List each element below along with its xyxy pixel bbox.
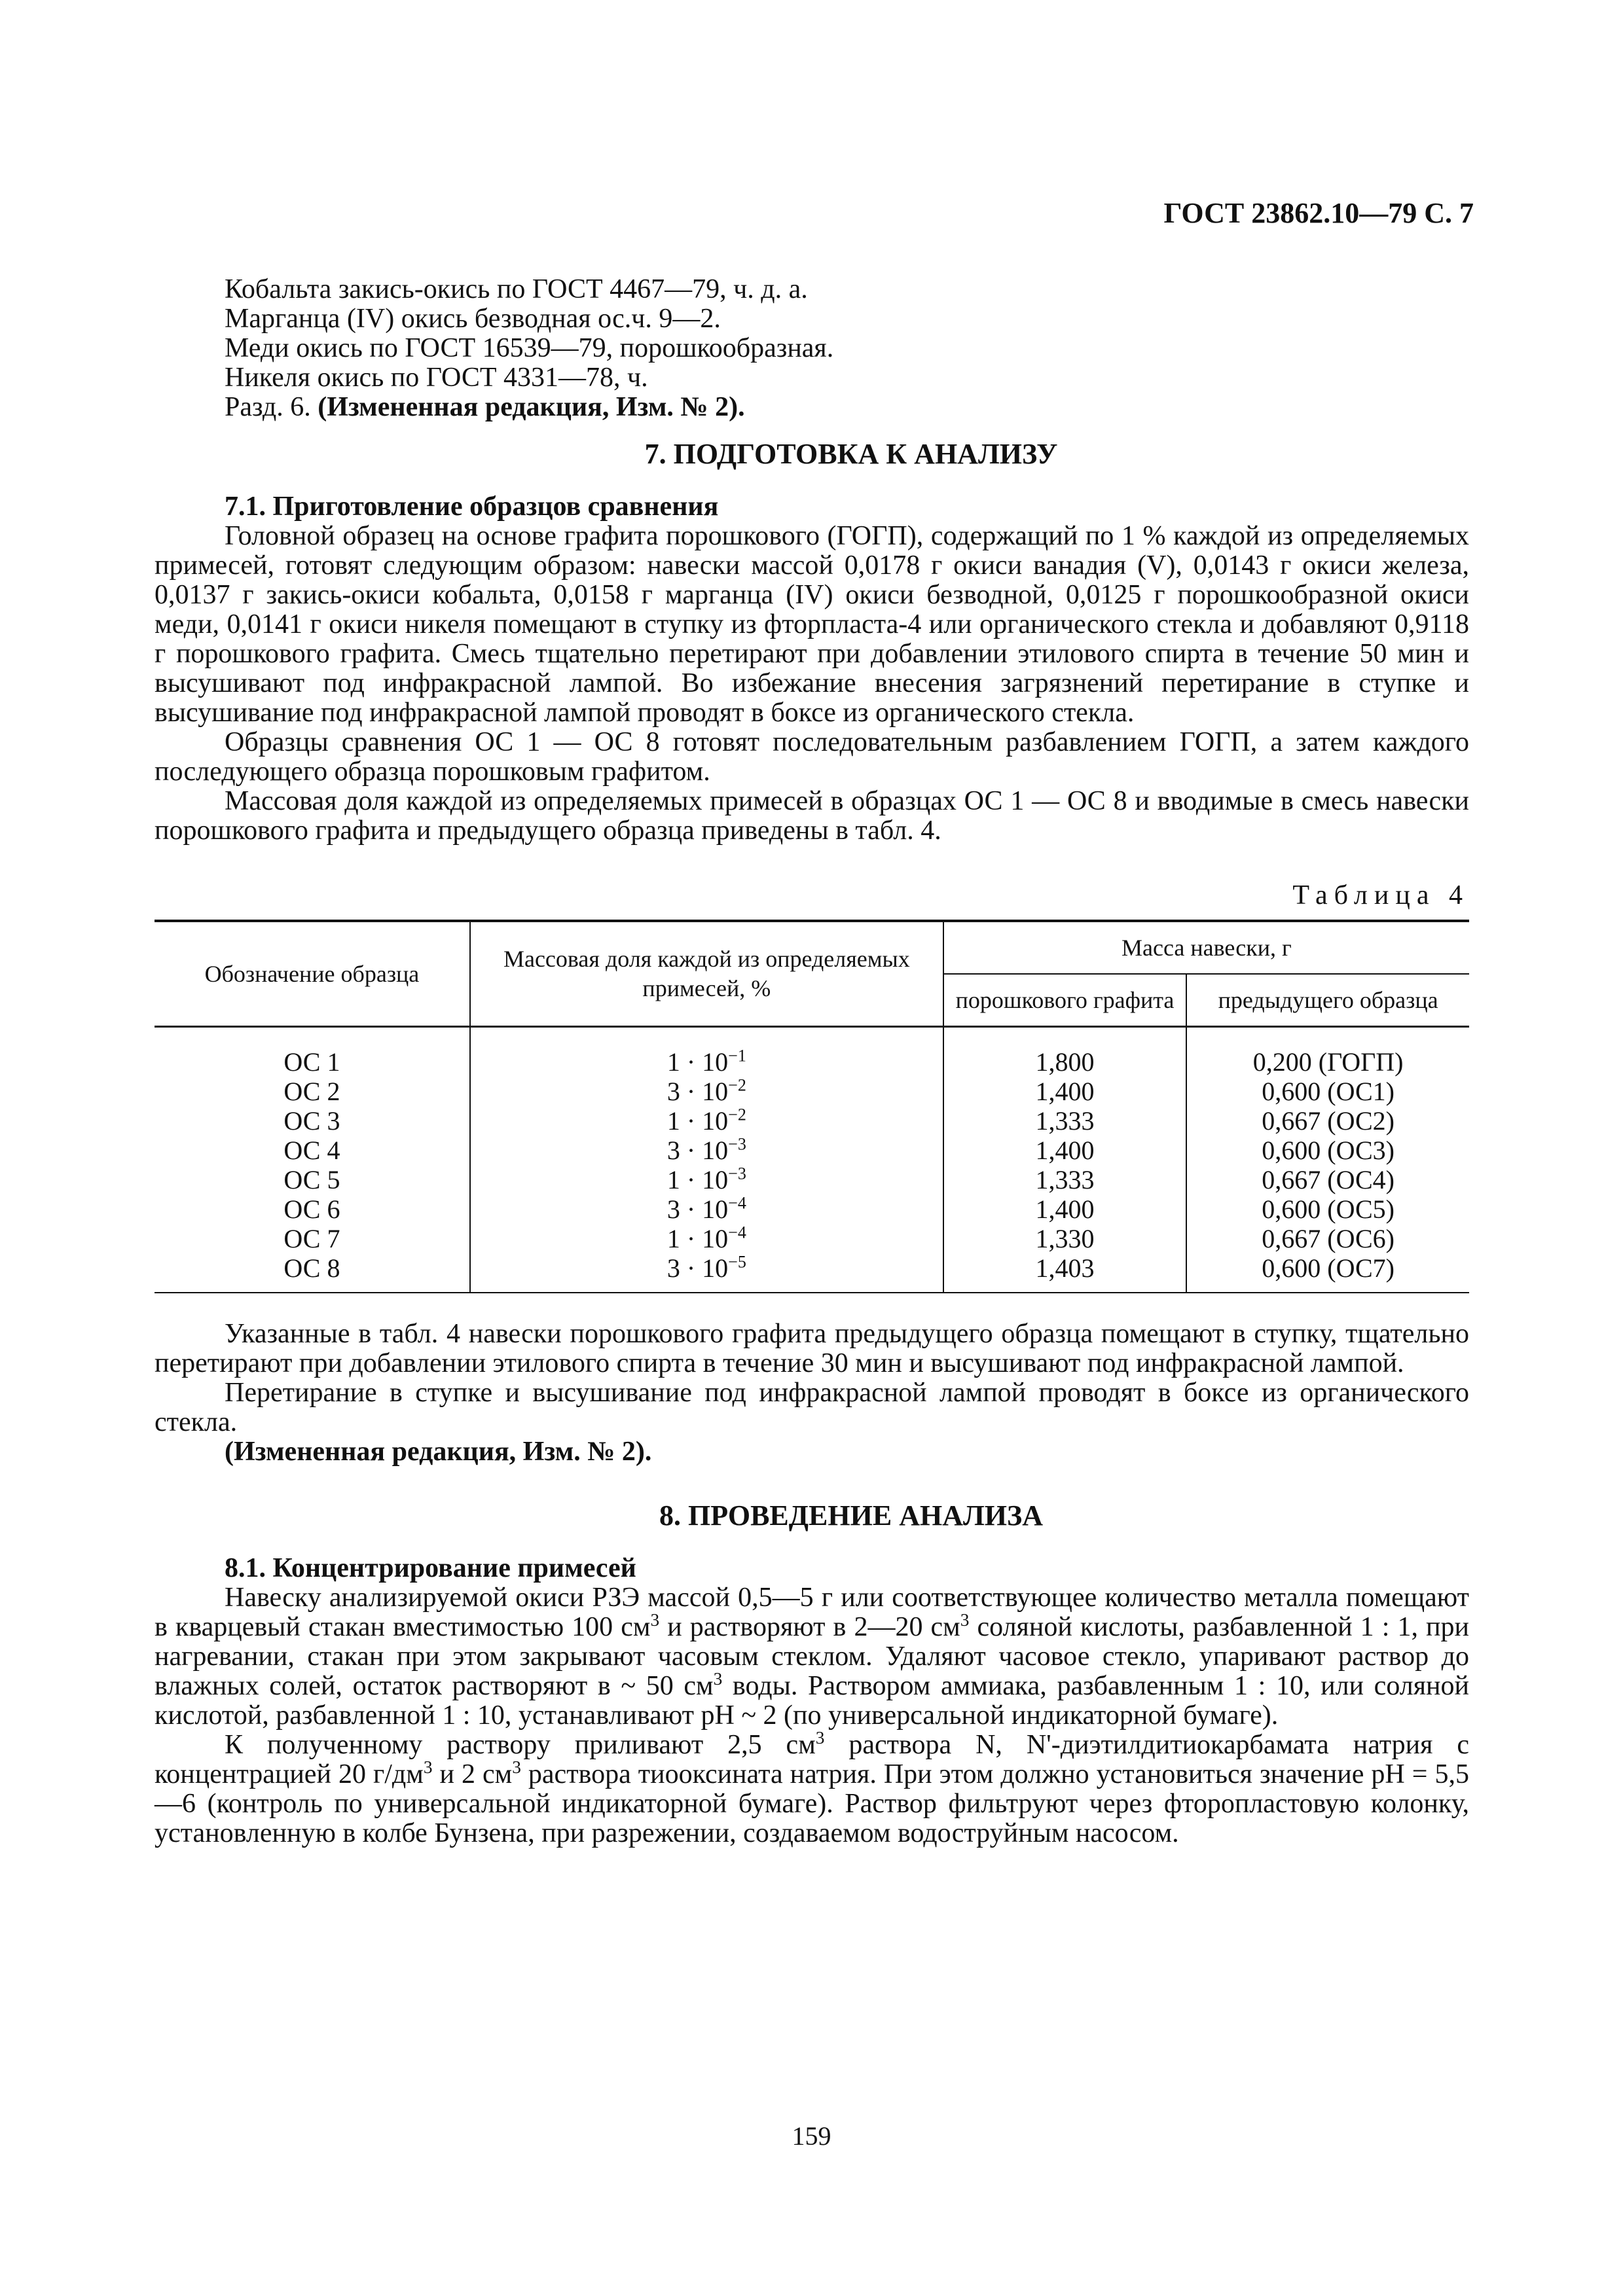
cell-graphite: 1,800 bbox=[943, 1027, 1186, 1077]
cell-fraction: $3 \cdot 10^{-3}$ bbox=[470, 1136, 943, 1165]
cell-designation: ОС 4 bbox=[283, 1136, 340, 1165]
table-row bbox=[155, 1194, 1469, 1224]
table-row bbox=[155, 1165, 1469, 1194]
cell-graphite: 1,333 bbox=[943, 1106, 1186, 1136]
cell-previous: 0,600 (ОС3) bbox=[1186, 1136, 1469, 1165]
page-content bbox=[155, 275, 1469, 1848]
change-note: (Измененная редакция, Изм. № 2). bbox=[225, 1437, 652, 1467]
paragraph: Образцы сравнения ОС 1 — ОС 8 готовят последовательным разбавлением ГОГП, а затем каждого последующего образца порошковым графитом. bbox=[155, 727, 1469, 787]
table-row bbox=[155, 1224, 1469, 1253]
cell-fraction: $3 \cdot 10^{-2}$ bbox=[470, 1077, 943, 1106]
table-row bbox=[155, 1253, 1469, 1293]
cell-graphite: 1,333 bbox=[943, 1165, 1186, 1194]
razd-note bbox=[155, 393, 1469, 422]
cell-graphite: 1,400 bbox=[943, 1077, 1186, 1106]
cell-graphite: 1,330 bbox=[943, 1224, 1186, 1253]
table-row bbox=[155, 1106, 1469, 1136]
reagent-line: Кобальта закись-окись по ГОСТ 4467—79, ч. д. а. bbox=[225, 274, 808, 304]
cell-previous: 0,667 (ОС2) bbox=[1186, 1106, 1469, 1136]
subsection-7-1-title: 7.1. Приготовление образцов сравнения bbox=[225, 492, 719, 522]
cell-fraction: $3 \cdot 10^{-5}$ bbox=[470, 1253, 943, 1293]
cell-previous: 0,600 (ОС7) bbox=[1186, 1253, 1469, 1293]
cell-designation: ОС 2 bbox=[283, 1077, 340, 1106]
cell-fraction: $1 \cdot 10^{-4}$ bbox=[470, 1224, 943, 1253]
cell-designation: ОС 8 bbox=[155, 1253, 470, 1293]
table-body bbox=[155, 1027, 1469, 1293]
paragraph: Массовая доля каждой из определяемых примесей в образцах ОС 1 — ОС 8 и вводимые в смесь навески порошкового графита и предыдущего образца приведены в табл. 4. bbox=[155, 786, 1469, 846]
cell-graphite: 1,400 bbox=[943, 1136, 1186, 1165]
paragraph: Головной образец на основе графита порошкового (ГОГП), содержащий по 1 % каждой из определяемых примесей, готовят следующим образом: навески массой 0,0178 г окиси ванадия (V), 0,0143 г окиси железа, 0,0137 г закись-окиси кобальта, 0,0158 г марганца (IV) окиси безводной, 0,0125 г порошкообразной окиси меди, 0,0141 г окиси никеля помещают в ступку из фторпласта-4 или органического стекла и добавляют 0,9118 г порошкового графита. Смесь тщательно перетирают при добавлении этилового спирта в течение 50 мин и высушивают под инфракрасной лампой. Во избежание внесения загрязнений перетирание в ступке и высушивание под инфракрасной лампой проводят в боксе из органического стекла. bbox=[155, 521, 1469, 728]
razd-note-prefix: Разд. 6. bbox=[225, 392, 318, 422]
subsection-8-1-title: 8.1. Концентрирование примесей bbox=[225, 1553, 636, 1583]
cell-previous: 0,600 (ОС5) bbox=[1186, 1194, 1469, 1224]
cell-fraction: $3 \cdot 10^{-4}$ bbox=[470, 1194, 943, 1224]
cell-graphite: 1,403 bbox=[943, 1253, 1186, 1293]
cell-previous: 0,600 (ОС1) bbox=[1186, 1077, 1469, 1106]
header-graphite: порошкового графита bbox=[943, 974, 1186, 1027]
section-8-title: 8. ПРОВЕДЕНИЕ АНАЛИЗА bbox=[659, 1499, 1043, 1532]
header-fraction: Массовая доля каждой из определяемых примесей, % bbox=[470, 921, 943, 1027]
paragraph: Перетирание в ступке и высушивание под инфракрасной лампой проводят в боксе из органического стекла. bbox=[155, 1378, 1469, 1437]
header-designation: Обозначение образца bbox=[155, 921, 470, 1027]
table-4 bbox=[155, 920, 1469, 1293]
cell-designation: ОС 5 bbox=[283, 1165, 340, 1194]
cell-fraction: $1 \cdot 10^{-3}$ bbox=[470, 1165, 943, 1194]
cell-graphite: 1,400 bbox=[943, 1194, 1186, 1224]
cell-designation: ОС 3 bbox=[283, 1106, 340, 1136]
cell-fraction: $1 \cdot 10^{-2}$ bbox=[470, 1106, 943, 1136]
table-row bbox=[155, 1077, 1469, 1106]
reagent-line: Марганца (IV) окись безводная ос.ч. 9—2. bbox=[225, 304, 721, 334]
cell-previous: 0,200 (ГОГП) bbox=[1186, 1027, 1469, 1077]
cell-previous: 0,667 (ОС6) bbox=[1186, 1224, 1469, 1253]
section-7-title: 7. ПОДГОТОВКА К АНАЛИЗУ bbox=[644, 438, 1058, 470]
reagent-line: Меди окись по ГОСТ 16539—79, порошкообразная. bbox=[225, 333, 834, 363]
header-mass: Масса навески, г bbox=[943, 921, 1469, 974]
paragraph: Указанные в табл. 4 навески порошкового графита предыдущего образца помещают в ступку, тщательно перетирают при добавлении этилового спирта в течение 30 мин и высушивают под инфракрасной лампой. bbox=[155, 1319, 1469, 1378]
razd-note-bold: (Измененная редакция, Изм. № 2). bbox=[318, 392, 745, 422]
header-previous: предыдущего образца bbox=[1186, 974, 1469, 1027]
paragraph: Навеску анализируемой окиси РЗЭ массой 0,5—5 г или соответствующее количество металла помещают в кварцевый стакан вместимостью 100 $см^3$ и растворяют в 2—20 $см^3$ соляной кислоты, разбавленной 1 : 1, при нагревании, стакан при этом закрывают часовым стеклом. Удаляют часовое стекло, упаривают раствор до влажных солей, остаток растворяют в ~ 50 $см^3$ воды. Раствором аммиака, разбавленным 1 : 10, или соляной кислотой, разбавленной 1 : 10, устанавливают pH ~ 2 (по универсальной индикаторной бумаге). bbox=[155, 1583, 1469, 1731]
cell-designation: ОС 6 bbox=[283, 1194, 340, 1224]
cell-designation: ОС 1 bbox=[283, 1047, 340, 1077]
page-header: ГОСТ 23862.10—79 С. 7 bbox=[1163, 197, 1474, 229]
reagent-line: Никеля окись по ГОСТ 4331—78, ч. bbox=[225, 363, 648, 393]
cell-fraction: $1 \cdot 10^{-1}$ bbox=[470, 1027, 943, 1077]
cell-designation: ОС 7 bbox=[283, 1224, 340, 1253]
page-number: 159 bbox=[792, 2121, 831, 2151]
cell-previous: 0,667 (ОС4) bbox=[1186, 1165, 1469, 1194]
table-row bbox=[155, 1136, 1469, 1165]
paragraph: К полученному раствору приливают 2,5 $см^3$ раствора N, N'-диэтилдитиокарбамата натрия с концентрацией 20 $г/дм^3$ и 2 $см^3$ раствора тиооксината натрия. При этом должно установиться значение pH = 5,5—6 (контроль по универсальной индикаторной бумаге). Раствор фильтруют через фторопластовую колонку, установленную в колбе Бунзена, при разрежении, создаваемом водоструйным насосом. bbox=[155, 1728, 1469, 1848]
table-row bbox=[155, 1027, 1469, 1077]
table-caption: Таблица 4 bbox=[1292, 880, 1469, 910]
